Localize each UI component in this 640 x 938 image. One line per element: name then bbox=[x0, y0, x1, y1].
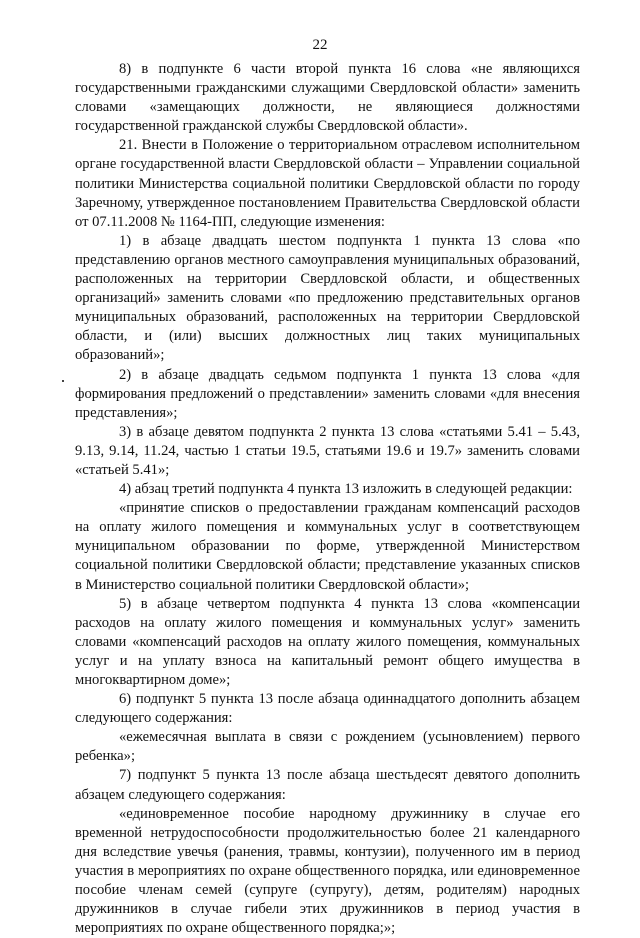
paragraph-item-7: 7) подпункт 5 пункта 13 после абзаца шестьдесят девятого дополнить абзацем следующего содержания: bbox=[75, 767, 580, 803]
paragraph-section-21: 21. Внести в Положение о территориальном отраслевом исполнительном органе государственной власти Свердловской области – Управлении социальной политики Министерства социальной политики Свердловской области по городу Заречному, утвержденное постановлением Правительства Свердловской области от 07.11.2008 № 1164-ПП, следующие изменения: bbox=[75, 137, 580, 230]
paragraph-item-8: 8) в подпункте 6 части второй пункта 16 слова «не являющихся государственными гражданскими служащими Свердловской области» заменить словами «замещающих должности, не являющиеся должностями государственной гражданской службы Свердловской области». bbox=[75, 61, 580, 135]
paragraph-item-3: 3) в абзаце девятом подпункта 2 пункта 13 слова «статьями 5.41 – 5.43, 9.13, 9.14, 11.24, частью 1 статьи 19.5, статьями 19.6 и 19.7» заменить словами «статьей 5.41»; bbox=[75, 423, 580, 478]
paragraph-item-4: 4) абзац третий подпункта 4 пункта 13 изложить в следующей редакции: bbox=[119, 481, 573, 498]
document-body bbox=[75, 60, 580, 938]
paragraph-item-5: 5) в абзаце четвертом подпункта 4 пункта 13 слова «компенсации расходов на оплату жилого помещения и коммунальных услуг» заменить словами «компенсаций расходов на оплату жилого помещения, коммунальных услуг и на уплату взноса на капитальный ремонт общего имущества в многоквартирном доме»; bbox=[75, 595, 580, 688]
paragraph-item-6: 6) подпункт 5 пункта 13 после абзаца одиннадцатого дополнить абзацем следующего содержания: bbox=[75, 691, 580, 727]
paragraph-quote-6: «ежемесячная выплата в связи с рождением (усыновлением) первого ребенка»; bbox=[75, 729, 580, 765]
paragraph-quote-4: «принятие списков о предоставлении гражданам компенсаций расходов на оплату жилого помещения и коммунальных услуг в соответствующем муниципальном образовании по форме, утвержденной Министерством социальной политики Свердловской области; представление указанных списков в Министерство социальной политики Свердловской области»; bbox=[75, 500, 580, 593]
paragraph-quote-7: «единовременное пособие народному дружиннику в случае его временной нетрудоспособности продолжительностью более 21 календарного дня вследствие увечья (ранения, травмы, контузии), полученного им в период участия в мероприятиях по охране общественного порядка, или единовременное пособие членам семей (супруге (супругу), детям, родителям) народных дружинников в случае гибели этих дружинников в период участия в мероприятиях по охране общественного порядка;»; bbox=[75, 805, 580, 937]
margin-mark bbox=[62, 380, 64, 382]
paragraph-item-1: 1) в абзаце двадцать шестом подпункта 1 пункта 13 слова «по представлению органов местного самоуправления муниципальных образований, расположенных на территории Свердловской области, и общественных организаций» заменить словами «по предложению представительных органов муниципальных образований, расположенных на территории Свердловской области, и (или) высших должностных лиц таких муниципальных образований»; bbox=[75, 232, 580, 364]
page-number: 22 bbox=[312, 37, 328, 53]
paragraph-item-2: 2) в абзаце двадцать седьмом подпункта 1 пункта 13 слова «для формирования предложений о представлении» заменить словами «для внесения представления»; bbox=[75, 366, 580, 421]
